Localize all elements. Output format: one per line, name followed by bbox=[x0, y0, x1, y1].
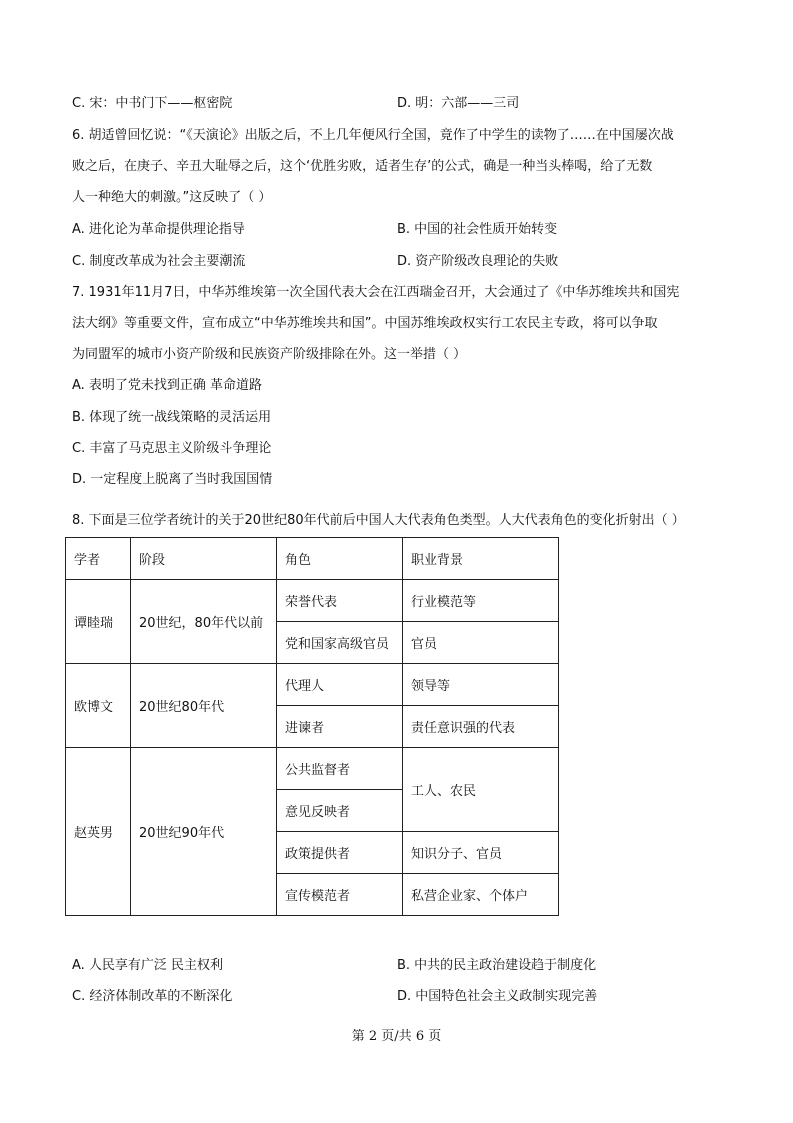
background-cell: 官员 bbox=[403, 622, 559, 664]
table-row bbox=[66, 580, 559, 622]
table-row bbox=[66, 664, 559, 706]
background-cell: 工人、农民 bbox=[403, 748, 559, 832]
header-background: 职业背景 bbox=[403, 538, 559, 580]
q8-option-c: C. 经济体制改革的不断深化 bbox=[72, 989, 233, 1004]
q8-option-a: A. 人民享有广泛 民主权利 bbox=[72, 958, 224, 973]
q7-stem-line-2: 法大纲》等重要文件，宣布成立“中华苏维埃共和国”。中国苏维埃政权实行工农民主专政，将可以争取 bbox=[72, 316, 658, 331]
role-cell: 宣传模范者 bbox=[277, 874, 403, 916]
q8-option-b: B. 中共的民主政治建设趋于制度化 bbox=[397, 958, 597, 973]
background-cell: 知识分子、官员 bbox=[403, 832, 559, 874]
role-cell: 政策提供者 bbox=[277, 832, 403, 874]
q6-option-a: A. 进化论为革命提供理论指导 bbox=[72, 222, 245, 237]
q7-option-a: A. 表明了党未找到正确 革命道路 bbox=[72, 378, 263, 393]
q5-option-d: D. 明：六部——三司 bbox=[397, 96, 520, 111]
q8-option-d: D. 中国特色社会主义政制实现完善 bbox=[397, 989, 598, 1004]
q6-option-b: B. 中国的社会性质开始转变 bbox=[397, 222, 558, 237]
background-cell: 领导等 bbox=[403, 664, 559, 706]
table-row bbox=[66, 748, 559, 790]
role-cell: 进谏者 bbox=[277, 706, 403, 748]
scholar-name: 赵英男 bbox=[66, 748, 131, 916]
scholar-name: 谭睦瑞 bbox=[66, 580, 131, 664]
role-cell: 荣誉代表 bbox=[277, 580, 403, 622]
scholar-period: 20世纪90年代 bbox=[131, 748, 277, 916]
q7-stem-line-1: 7. 1931年11月7日，中华苏维埃第一次全国代表大会在江西瑞金召开，大会通过了《中华苏维埃共和国宪 bbox=[72, 285, 680, 300]
q7-option-c: C. 丰富了马克思主义阶级斗争理论 bbox=[72, 441, 272, 456]
q5-option-c: C. 宋：中书门下——枢密院 bbox=[72, 96, 233, 111]
header-role: 角色 bbox=[277, 538, 403, 580]
role-cell: 公共监督者 bbox=[277, 748, 403, 790]
scholar-period: 20世纪，80年代以前 bbox=[131, 580, 277, 664]
header-period: 阶段 bbox=[131, 538, 277, 580]
role-cell: 意见反映者 bbox=[277, 790, 403, 832]
q7-stem-line-3: 为同盟军的城市小资产阶级和民族资产阶级排除在外。这一举措（ ） bbox=[72, 347, 467, 362]
scholar-name: 欧博文 bbox=[66, 664, 131, 748]
q8-role-table bbox=[65, 537, 559, 916]
role-cell: 代理人 bbox=[277, 664, 403, 706]
q6-stem-line-3: 人一种绝大的刺激。”这反映了（ ） bbox=[72, 190, 272, 205]
background-cell: 私营企业家、个体户 bbox=[403, 874, 559, 916]
q8-stem: 8. 下面是三位学者统计的关于20世纪80年代前后中国人大代表角色类型。人大代表角色的变化折射出（ ） bbox=[72, 513, 685, 528]
header-scholar: 学者 bbox=[66, 538, 131, 580]
background-cell: 责任意识强的代表 bbox=[403, 706, 559, 748]
q6-option-c: C. 制度改革成为社会主要潮流 bbox=[72, 254, 246, 269]
q6-stem-line-1: 6. 胡适曾回忆说：“《天演论》出版之后，不上几年便风行全国，竟作了中学生的读物了……在中国屡次战 bbox=[72, 128, 674, 143]
q6-stem-line-2: 败之后，在庚子、辛丑大耻辱之后，这个‘优胜劣败，适者生存’的公式，确是一种当头棒喝，给了无数 bbox=[72, 159, 653, 174]
table-header-row bbox=[66, 538, 559, 580]
page-footer: 第 2 页/共 6 页 bbox=[351, 1029, 442, 1044]
scholar-period: 20世纪80年代 bbox=[131, 664, 277, 748]
q7-option-d: D. 一定程度上脱离了当时我国国情 bbox=[72, 472, 273, 487]
role-cell: 党和国家高级官员 bbox=[277, 622, 403, 664]
background-cell: 行业模范等 bbox=[403, 580, 559, 622]
q7-option-b: B. 体现了统一战线策略的灵活运用 bbox=[72, 410, 272, 425]
q6-option-d: D. 资产阶级改良理论的失败 bbox=[397, 254, 559, 269]
